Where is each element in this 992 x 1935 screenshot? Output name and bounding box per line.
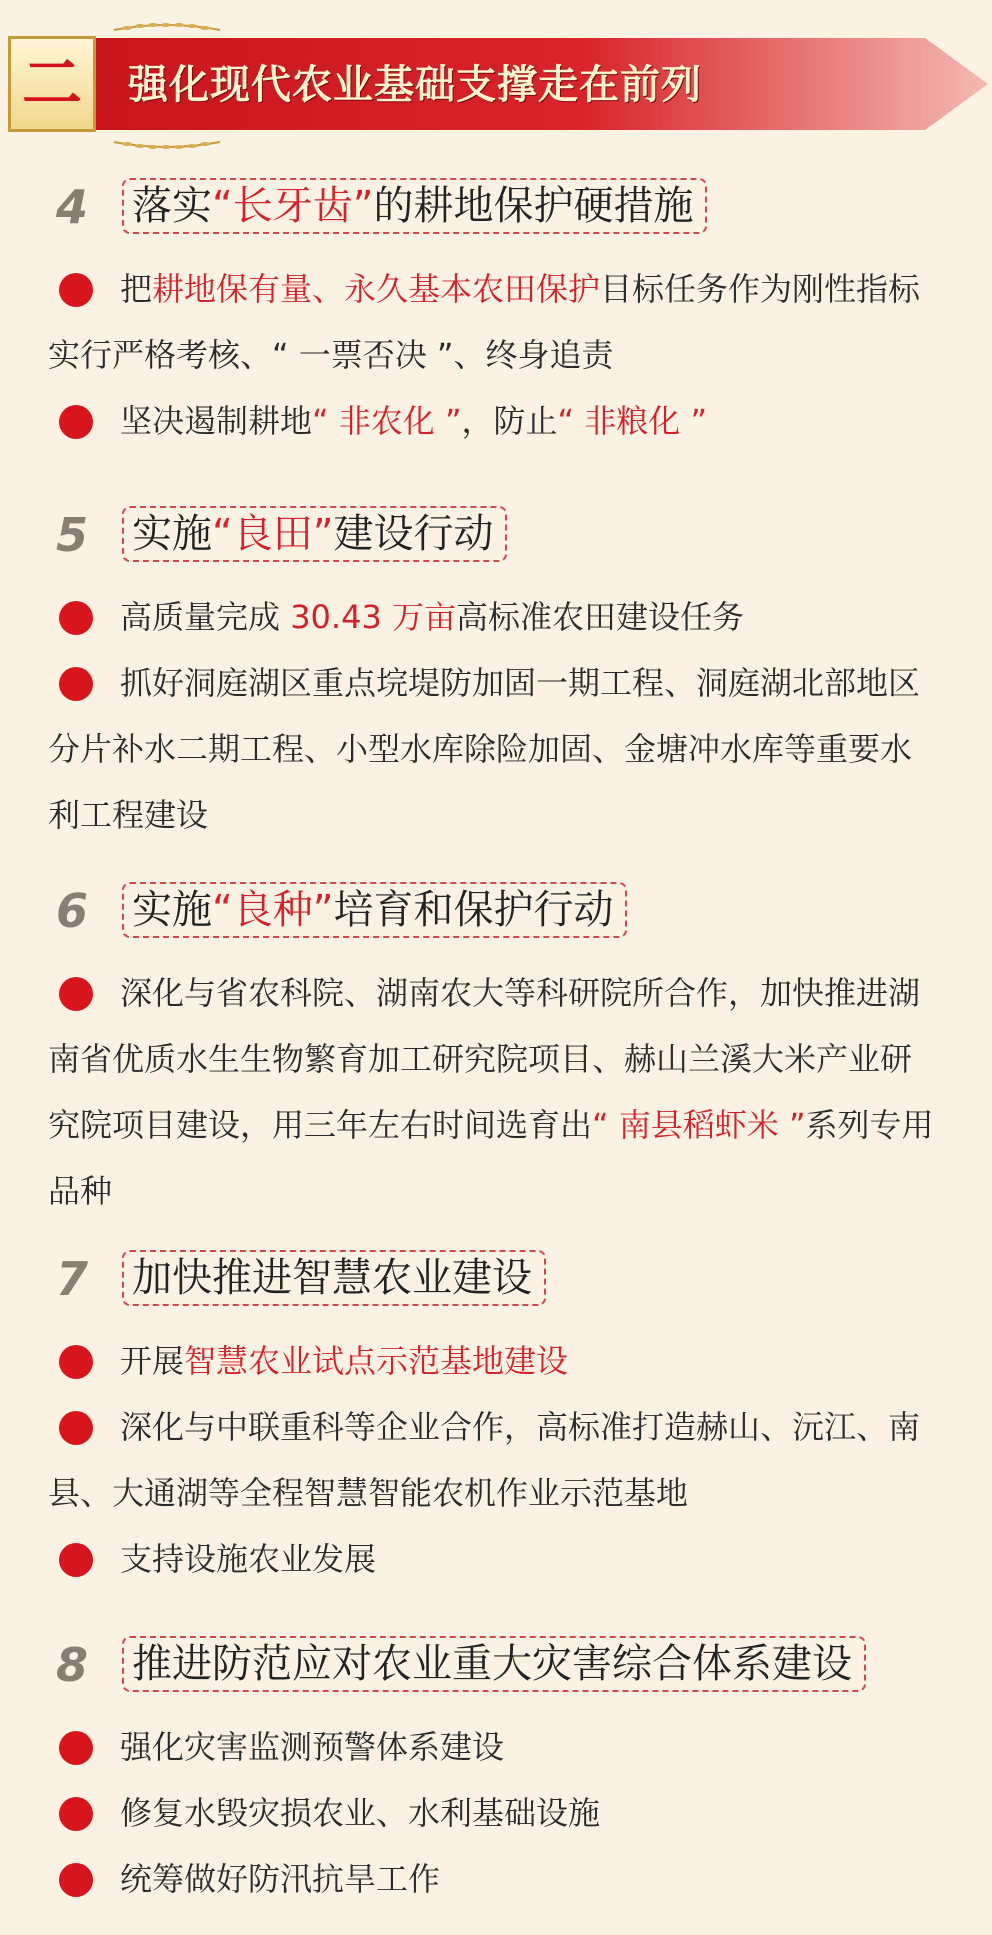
section-title-highlight: “良田”: [212, 511, 334, 557]
banner-title: 强化现代农业基础支撑走在前列: [128, 62, 702, 108]
item-highlight: “ 非农化 ”: [312, 402, 462, 440]
section-8: [0, 1636, 992, 1912]
section-title: [122, 1250, 546, 1306]
section-4: [0, 178, 992, 454]
section-title-text: 推进防范应对农业重大灾害综合体系建设: [132, 1641, 852, 1687]
section-header: [0, 178, 992, 238]
item-highlight: “ 非粮化 ”: [557, 402, 708, 440]
bullet-dot-icon: [59, 1543, 93, 1577]
item-text: 深化与中联重科等企业合作，高标准打造赫山、沅江、南县、大通湖等全程智慧智能农机作业示范基地: [48, 1408, 921, 1512]
bullet-dot-icon: [59, 1411, 93, 1445]
section-title: [122, 1636, 866, 1692]
section-number: 8: [56, 1638, 89, 1692]
bullet-list: [0, 1714, 992, 1912]
item-text: 目标任务作为刚性指标实行严格考核、“ 一票否决 ”、终身追责: [48, 270, 921, 374]
wheat-ornament-icon: [112, 134, 222, 150]
section-banner: [0, 22, 992, 142]
list-item: [0, 650, 992, 848]
section-number: 5: [56, 508, 89, 562]
bullet-dot-icon: [59, 1797, 93, 1831]
section-5: [0, 506, 992, 848]
section-header: [0, 506, 992, 566]
item-text: 修复水毁灾损农业、水利基础设施: [120, 1794, 601, 1832]
bullet-dot-icon: [59, 667, 93, 701]
section-7: [0, 1250, 992, 1592]
item-text: 开展: [120, 1342, 185, 1380]
section-title-text: 实施: [132, 887, 212, 933]
item-text: 抓好洞庭湖区重点垸堤防加固一期工程、洞庭湖北部地区分片补水二期工程、小型水库除险加固、金塘冲水库等重要水利工程建设: [48, 664, 921, 834]
item-text: 系列专用品种: [48, 1106, 934, 1210]
section-title-text: 实施: [132, 511, 212, 557]
list-item: [0, 584, 992, 650]
section-title-text: 落实: [132, 183, 212, 229]
item-text: 深化与省农科院、湖南农大等科研院所合作，加快推进湖南省优质水生生物繁育加工研究院项目、赫山兰溪大米产业研究院项目建设，用三年左右时间选育出: [48, 974, 921, 1144]
section-title-text: 培育和保护行动: [333, 887, 614, 933]
bullet-dot-icon: [59, 1345, 93, 1379]
section-6: [0, 882, 992, 1224]
bullet-list: [0, 1328, 992, 1592]
bullet-list: [0, 584, 992, 848]
bullet-list: [0, 256, 992, 454]
list-item: [0, 1526, 992, 1592]
section-number: 7: [56, 1252, 89, 1306]
section-title-text: 建设行动: [333, 511, 494, 557]
list-item: [0, 1328, 992, 1394]
bullet-dot-icon: [59, 273, 93, 307]
wheat-ornament-icon: [112, 22, 222, 38]
item-text: 支持设施农业发展: [120, 1540, 377, 1578]
item-text: 高质量完成: [120, 598, 291, 636]
section-header: [0, 882, 992, 942]
list-item: [0, 256, 992, 388]
bullet-dot-icon: [59, 601, 93, 635]
bullet-dot-icon: [59, 405, 93, 439]
section-title-text: 加快推进智慧农业建设: [132, 1255, 532, 1301]
badge-numeral: 二: [22, 49, 82, 119]
item-text: 强化灾害监测预警体系建设: [120, 1728, 505, 1766]
list-item: [0, 1714, 992, 1780]
list-item: [0, 1394, 992, 1526]
item-text: 统筹做好防汛抗旱工作: [120, 1860, 441, 1898]
bullet-dot-icon: [59, 1731, 93, 1765]
section-header: [0, 1636, 992, 1696]
section-title: [122, 506, 507, 562]
section-title: [122, 882, 627, 938]
section-title-text: 的耕地保护硬措施: [373, 183, 694, 229]
section-number: 4: [56, 180, 89, 234]
item-highlight: 智慧农业试点示范基地建设: [184, 1342, 569, 1380]
section-title-highlight: “良种”: [212, 887, 334, 933]
section-title: [122, 178, 707, 234]
section-title-highlight: “长牙齿”: [212, 183, 374, 229]
item-text: ，防止: [461, 402, 558, 440]
section-header: [0, 1250, 992, 1310]
section-badge: [8, 36, 96, 132]
item-text: 高标准农田建设任务: [455, 598, 744, 636]
item-text: 把: [120, 270, 153, 308]
list-item: [0, 1846, 992, 1912]
bullet-dot-icon: [59, 1863, 93, 1897]
item-highlight: “ 南县稻虾米 ”: [592, 1106, 806, 1144]
bullet-dot-icon: [59, 977, 93, 1011]
list-item: [0, 388, 992, 454]
section-number: 6: [56, 884, 89, 938]
item-text: 坚决遏制耕地: [120, 402, 313, 440]
list-item: [0, 1780, 992, 1846]
item-highlight: 耕地保有量、永久基本农田保护: [152, 270, 601, 308]
bullet-list: [0, 960, 992, 1224]
list-item: [0, 960, 992, 1224]
item-highlight: 30.43 万亩: [290, 598, 456, 636]
